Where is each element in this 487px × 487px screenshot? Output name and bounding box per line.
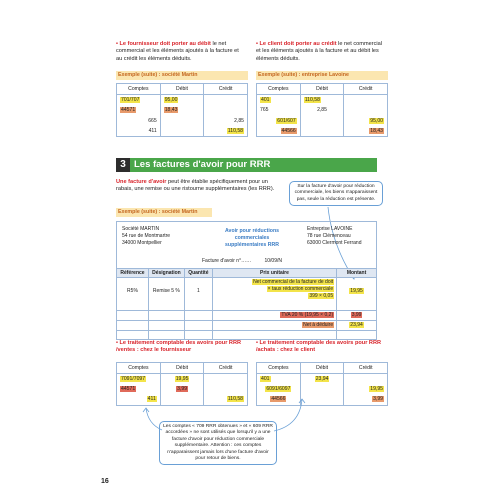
credit-value: 18,43 [370, 127, 383, 134]
facture-date: 10/09/N [264, 258, 282, 264]
account-code: 44571 [121, 107, 136, 114]
intro-bold: Une facture d'avoir [116, 179, 167, 185]
buyer-city: 63000 Clermont Ferrand [307, 239, 362, 246]
col-header-credit: Crédit [344, 84, 388, 95]
section-number: 3 [116, 158, 130, 172]
client-account-table [256, 83, 388, 137]
account-code: 665 [148, 117, 157, 124]
table-row [257, 374, 388, 385]
account-code: 411 [147, 396, 156, 403]
note-bottom-arrow-left [140, 404, 170, 434]
col-header-montant: Montant [337, 269, 377, 278]
account-code: 44571 [121, 386, 136, 393]
account-code: 44566 [281, 127, 296, 134]
account-code: 765 [260, 107, 269, 114]
col-header-quantite: Quantité [184, 269, 212, 278]
table-row [117, 126, 248, 137]
invoice-table [116, 268, 377, 340]
account-code: 401 [261, 96, 270, 103]
supplier-account-table [116, 83, 248, 137]
table-row [117, 105, 248, 116]
supplier-rule-text [116, 41, 246, 63]
credit-value: 2,85 [234, 117, 244, 124]
net-line3: 399 × 0,05 [309, 292, 334, 299]
section-title: Les factures d'avoir pour RRR [130, 158, 377, 172]
note-top: Sur la facture d'avoir pour réduction commerciale, les biens n'apparaissent pas, seule la réduction est présente. [289, 181, 383, 206]
table-row [257, 126, 388, 137]
col-header-credit: Crédit [204, 84, 248, 95]
debit-value: 3,99 [177, 386, 188, 393]
client-treatment-title: • Le traitement comptable des avoirs pour RRR /achats : chez le client [256, 340, 382, 354]
net-pay-label: Net à déduire [303, 322, 334, 328]
col-header-comptes: Comptes [117, 363, 161, 374]
credit-value: 110,58 [227, 127, 243, 134]
col-header-reference: Référence [117, 269, 149, 278]
net-value: 19,95 [350, 288, 363, 294]
debit-value: 23,94 [315, 375, 329, 382]
account-code: 701/707 [121, 96, 140, 103]
col-header-debit: Débit [160, 84, 204, 95]
example-label-lavoine: Exemple (suite) : entreprise Lavoine [256, 71, 388, 80]
account-code: 411 [148, 127, 157, 134]
table-row [117, 95, 248, 106]
debit-value: 18,43 [164, 107, 178, 114]
table-row [117, 374, 248, 385]
col-header-comptes: Comptes [257, 84, 301, 95]
supplier-rrr-table [116, 362, 248, 406]
table-row [257, 95, 388, 106]
col-header-prix: Prix unitaire [212, 269, 336, 278]
page-number: 16 [101, 478, 109, 485]
net-line1: Net commercial de la facture de doit [253, 279, 334, 285]
seller-city: 34000 Montpellier [122, 239, 162, 246]
supplier-rule-bullet: • Le fournisseur doit porter au débit [116, 41, 211, 47]
table-row [257, 384, 388, 395]
buyer-name: Entreprise LAVOINE [307, 226, 353, 232]
buyer-street: 78 rue Clémenceau [307, 232, 351, 239]
example-label-martin-2: Exemple (suite) : société Martin [116, 208, 212, 217]
seller-name: Société MARTIN [122, 226, 160, 232]
invoice-title: Avoir pour réductions commerciales supplémentaires RRR [225, 228, 279, 248]
col-header-designation: Désignation [148, 269, 184, 278]
facture-label: Facture d'avoir n°…… [202, 258, 252, 264]
tva-value: 3,99 [351, 312, 362, 318]
col-header-credit: Crédit [344, 363, 388, 374]
net-line2: × taux réduction commerciale [267, 285, 334, 292]
seller-street: 54 rue de Montmartre [122, 232, 171, 239]
net-pay-value: 23,94 [350, 322, 363, 328]
account-code: 401 [261, 375, 270, 382]
designation-value: Remise 5 % [152, 288, 180, 294]
invoice-number [202, 258, 282, 264]
table-row [117, 278, 377, 311]
col-header-comptes: Comptes [117, 84, 161, 95]
credit-value: 19,95 [370, 386, 383, 393]
debit-value: 110,58 [304, 96, 320, 103]
credit-value: 95,00 [370, 117, 383, 124]
credit-value: 3,99 [373, 396, 383, 403]
table-row [117, 331, 377, 340]
note-bottom-arrow-right [270, 395, 310, 435]
example-label-martin: Exemple (suite) : société Martin [116, 71, 248, 80]
client-rule-body: le net commercial et les éléments ajoutés à la facture et au débit les éléments déduits. [256, 41, 382, 62]
note-bottom: Les comptes « 709 RRR obtenues » et « 609 RRR accordées » ne sont utilisés que lorsqu'il y a une facture d'avoir pour réduction commerciale supplémentaire. Attention : ces comptes n'apparaissent jamais lors d'une facture d'avoir pour retour de biens. [159, 421, 277, 465]
supplier-treatment-title: • Le traitement comptable des avoirs pour RRR /ventes : chez le fournisseur [116, 340, 242, 354]
ref-value: R5% [127, 288, 138, 294]
quantite-value: 1 [196, 288, 200, 294]
table-row [117, 384, 248, 395]
credit-value: 110,58 [227, 396, 243, 403]
account-code: 6091/6097 [266, 386, 291, 393]
intro-body: peut être établie spécifiquement pour un rabais, une remise ou une ristourne supplémentaires (les RRR). [116, 179, 275, 193]
debit-value: 95,00 [164, 96, 178, 103]
col-header-comptes: Comptes [257, 363, 301, 374]
table-row [257, 116, 388, 127]
table-row [117, 395, 248, 406]
debit-value: 2,85 [317, 107, 327, 114]
account-code: 7091/7097 [121, 375, 146, 382]
table-row [257, 105, 388, 116]
table-row [117, 116, 248, 127]
table-row [117, 311, 377, 321]
table-row [117, 321, 377, 331]
intro-text [116, 179, 286, 194]
col-header-debit: Débit [160, 363, 204, 374]
seller-address [122, 226, 170, 246]
client-rule-text [256, 41, 386, 63]
col-header-debit: Débit [300, 84, 344, 95]
buyer-address [307, 226, 361, 246]
debit-value: 19,95 [175, 375, 189, 382]
col-header-credit: Crédit [204, 363, 248, 374]
col-header-debit: Débit [300, 363, 344, 374]
tva-label: TVA 20 % (19,95 × 0,2) [281, 312, 334, 318]
account-code: 44566 [271, 396, 286, 403]
client-rule-bullet: • Le client doit porter au crédit [256, 41, 337, 47]
account-code: 601/607 [277, 117, 296, 124]
supplier-rule-body: le net commercial et les éléments ajoutés à la facture et au crédit les éléments déduits. [116, 41, 239, 62]
